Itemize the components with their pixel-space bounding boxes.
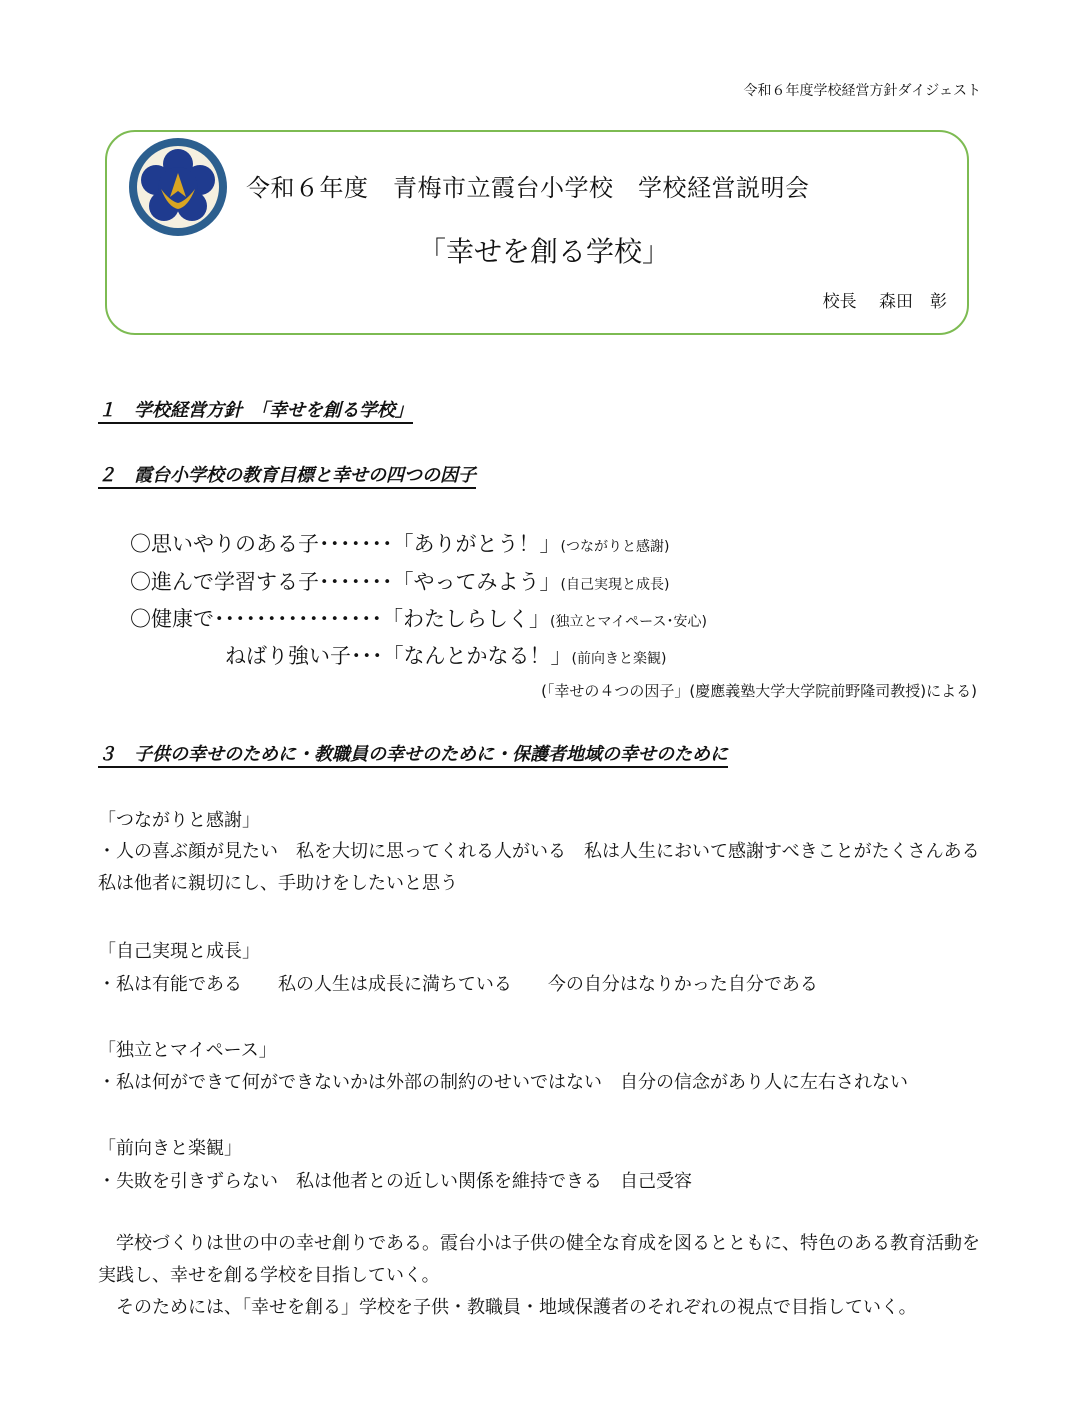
closing-paragraph: そのためには、「幸せを創る」学校を子供・教職員・地域保護者のそれぞれの視点で目指していく。 (98, 1297, 917, 1318)
meeting-title: 令和６年度 青梅市立霞台小学校 学校経営説明会 (246, 174, 810, 202)
school-slogan: 「幸せを創る学校」 (418, 235, 671, 268)
factor-text: ・私は有能である 私の人生は成長に満ちている 今の自分はなりかった自分である (98, 974, 818, 995)
source-citation: (「幸せの４つの因子」(慶應義塾大学大学院前野隆司教授)による) (541, 682, 977, 700)
factor-label: 「つながりと感謝」 (98, 810, 260, 831)
section-1-heading: １ 学校経営方針 「幸せを創る学校」 (98, 400, 413, 421)
factor-label: 「自己実現と成長」 (98, 941, 260, 962)
factor-text: ・人の喜ぶ顔が見たい 私を大切に思ってくれる人がいる 私は人生において感謝すべきことがたくさんある 私は他者に親切にし、手助けをしたいと思う (98, 841, 998, 894)
goal-item: 〇思いやりのある子･･･････「ありがとう！」(つながりと感謝) (130, 532, 670, 556)
factor-label: 「独立とマイペース」 (98, 1040, 277, 1061)
goal-item: 〇健康で････････････････「わたしらしく」(独立とマイペース･安心) (130, 607, 707, 631)
goal-item: 〇進んで学習する子･･･････「やってみよう」(自己実現と成長) (130, 570, 670, 594)
factor-text: ・失敗を引きずらない 私は他者との近しい関係を維持できる 自己受容 (98, 1171, 692, 1192)
principal-name: 校長 森田 彰 (822, 292, 947, 312)
closing-paragraph: 学校づくりは世の中の幸せ創りである。霞台小は子供の健全な育成を図るとともに、特色のある教育活動を実践し、幸せを創る学校を目指していく。 (98, 1233, 980, 1286)
section-2-heading: ２ 霞台小学校の教育目標と幸せの四つの因子 (98, 465, 476, 486)
document-header-title: 令和６年度学校経営方針ダイジェスト (743, 83, 981, 99)
school-emblem-icon (128, 137, 228, 237)
section-3-heading: ３ 子供の幸せのために・教職員の幸せのために・保護者地域の幸せのために (98, 744, 728, 765)
factor-label: 「前向きと楽観」 (98, 1138, 242, 1159)
factor-text: ・私は何ができて何ができないかは外部の制約のせいではない 自分の信念があり人に左右されない (98, 1072, 908, 1093)
goal-item: ねばり強い子･･･「なんとかなる！」(前向きと楽観) (225, 644, 667, 668)
